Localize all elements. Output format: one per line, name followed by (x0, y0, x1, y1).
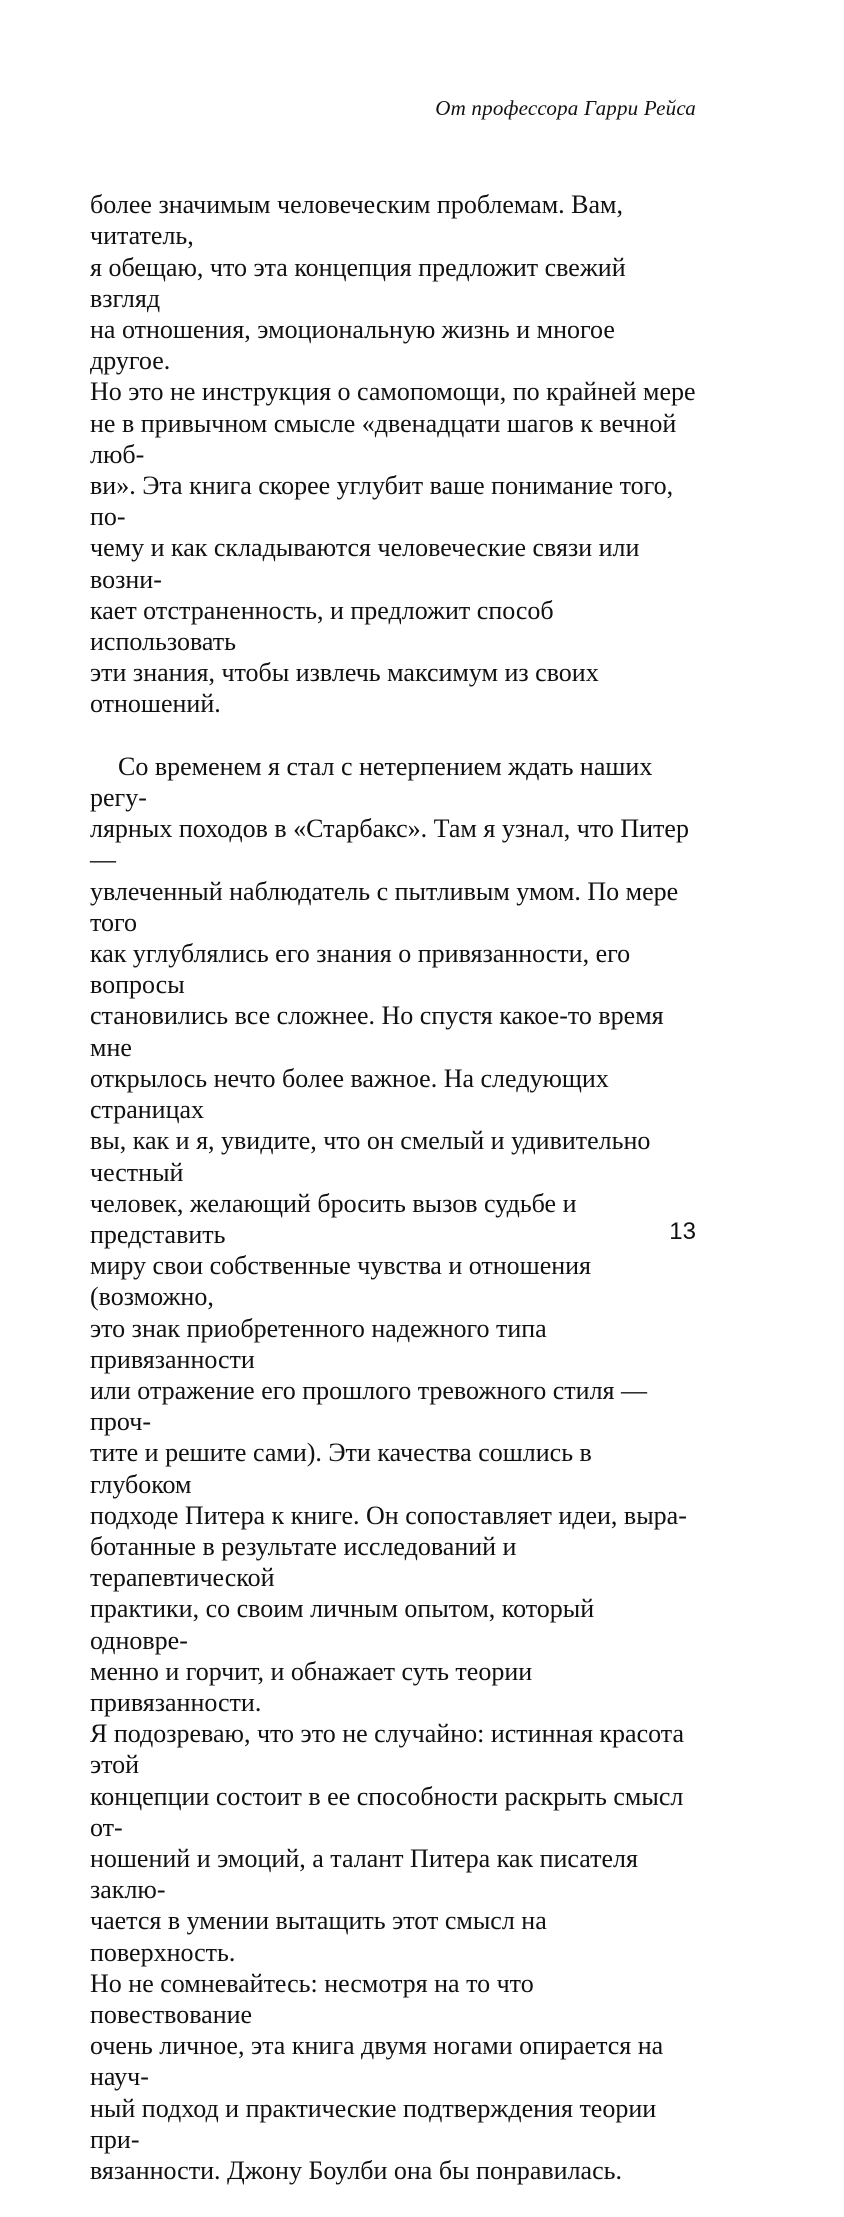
paragraph-2-wrapper (90, 751, 696, 2186)
paragraph-1: более значимым человеческим проблемам. Вам, читатель, я обещаю, что эта концепция предложит свежий взгляд на отношения, эмоциональную жизнь и многое другое. Но это не инструкция о самопомощи, по крайней мере не в привычном смысле «двенадцати шагов к вечной люб- ви». Эта книга скорее углубит ваше понимание того, по- чему и как складываются человеческие связи или возни- кает отстраненность, и предложит способ использовать эти знания, чтобы извлечь максимум из своих отношений. (90, 190, 696, 719)
paragraph-2: Со временем я стал с нетерпением ждать наших регу- лярных походов в «Старбакс». Там я узнал, что Питер — увлеченный наблюдатель с пытливым умом. По мере того как углублялись его знания о привязанности, его вопросы становились все сложнее. Но спустя какое-то время мне открылось нечто более важное. На следующих страницах вы, как и я, увидите, что он смелый и удивительно честный человек, желающий бросить вызов судьбе и представить миру свои собственные чувства и отношения (возможно, это знак приобретенного надежного типа привязанности или отражение его прошлого тревожного стиля — проч- тите и решите сами). Эти качества сошлись в глубоком подходе Питера к книге. Он сопоставляет идеи, выра- ботанные в результате исследований и терапевтической практики, со своим личным опытом, который одновре- менно и горчит, и обнажает суть теории привязанности. Я подозреваю, что это не случайно: истинная красота этой концепции состоит в ее способности раскрыть смысл от- ношений и эмоций, а талант Питера как писателя заклю- чается в умении вытащить этот смысл на поверхность. Но не сомневайтесь: несмотря на то что повествование очень личное, эта книга двумя ногами опирается на науч- ный подход и практические подтверждения теории при- вязанности. Джону Боулби она бы понравилась. (90, 751, 689, 2185)
page-number: 13 (669, 1218, 696, 1245)
body-text (90, 158, 696, 2217)
running-head-title: От профессора Гарри Рейса (435, 96, 696, 120)
